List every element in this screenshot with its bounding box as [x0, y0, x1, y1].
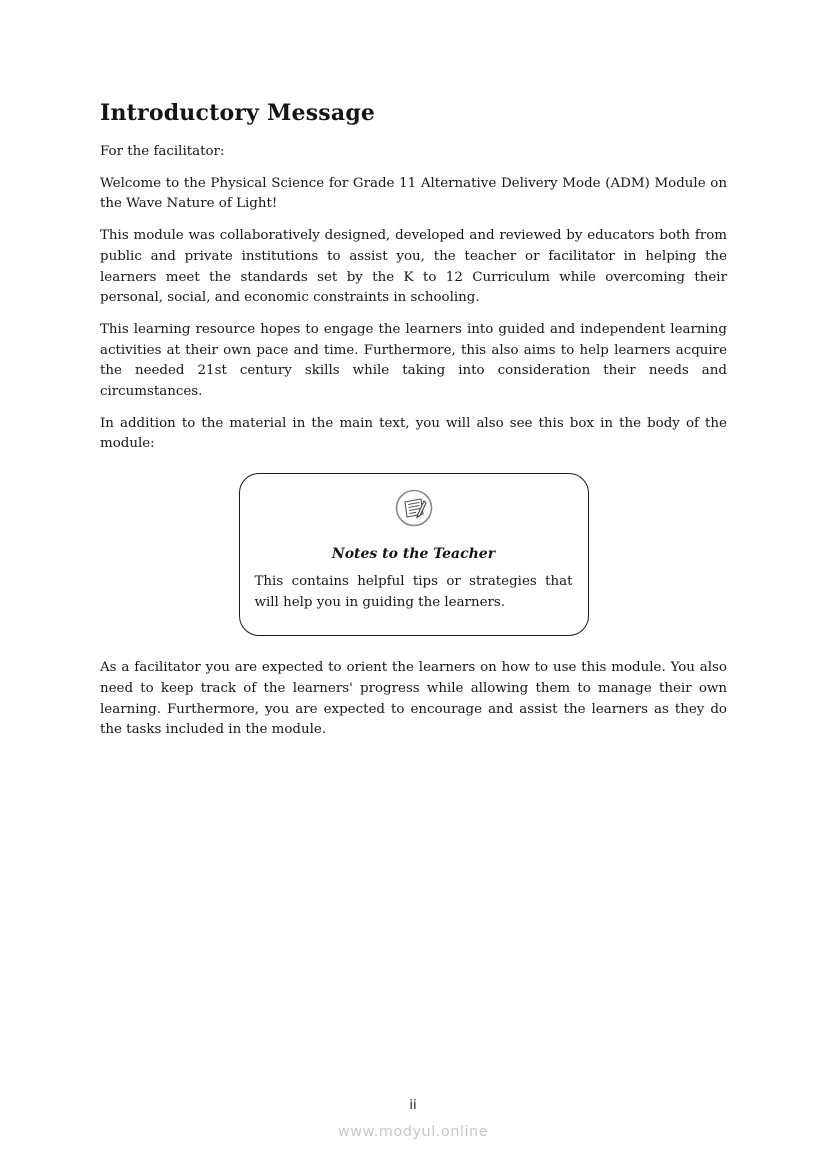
note-icon-wrap	[255, 488, 573, 532]
paragraph-in-addition: In addition to the material in the main text, you will also see this box in the body of the module:	[100, 415, 727, 452]
paragraph-for-facilitator: For the facilitator:	[100, 144, 225, 159]
paragraph-module-design: This module was collaboratively designed, developed and reviewed by educators both from public and private institutions to assist you, the teacher or facilitator in helping the learners meet the standards set by the K to 12 Curriculum while overcoming their personal, social, and economic constraints in schooling.	[100, 228, 727, 306]
writing-note-icon	[394, 513, 434, 532]
paragraph-welcome: Welcome to the Physical Science for Grade 11 Alternative Delivery Mode (ADM) Module on the Wave Nature of Light!	[100, 175, 727, 212]
page-title: Introductory Message	[100, 100, 376, 126]
page-number: ii	[409, 1098, 417, 1113]
paragraph-closing: As a facilitator you are expected to orient the learners on how to use this module. You also need to keep track of the learners' progress while allowing them to manage their own learning. Furthermore, you are expected to encourage and assist the learners as they do the tasks included in the module.	[100, 660, 727, 738]
note-box-body: This contains helpful tips or strategies that will help you in guiding the learners.	[254, 574, 573, 610]
paragraph-learning-resource: This learning resource hopes to engage the learners into guided and independent learning activities at their own pace and time. Furthermore, this also aims to help learners acquire the needed 21st century skills while taking into consideration their needs and circumstances.	[100, 321, 727, 400]
page-content	[100, 100, 727, 752]
watermark: www.modyul.online	[337, 1124, 489, 1140]
note-box-title: Notes to the Teacher	[331, 546, 496, 563]
notes-to-teacher-box	[239, 473, 589, 636]
